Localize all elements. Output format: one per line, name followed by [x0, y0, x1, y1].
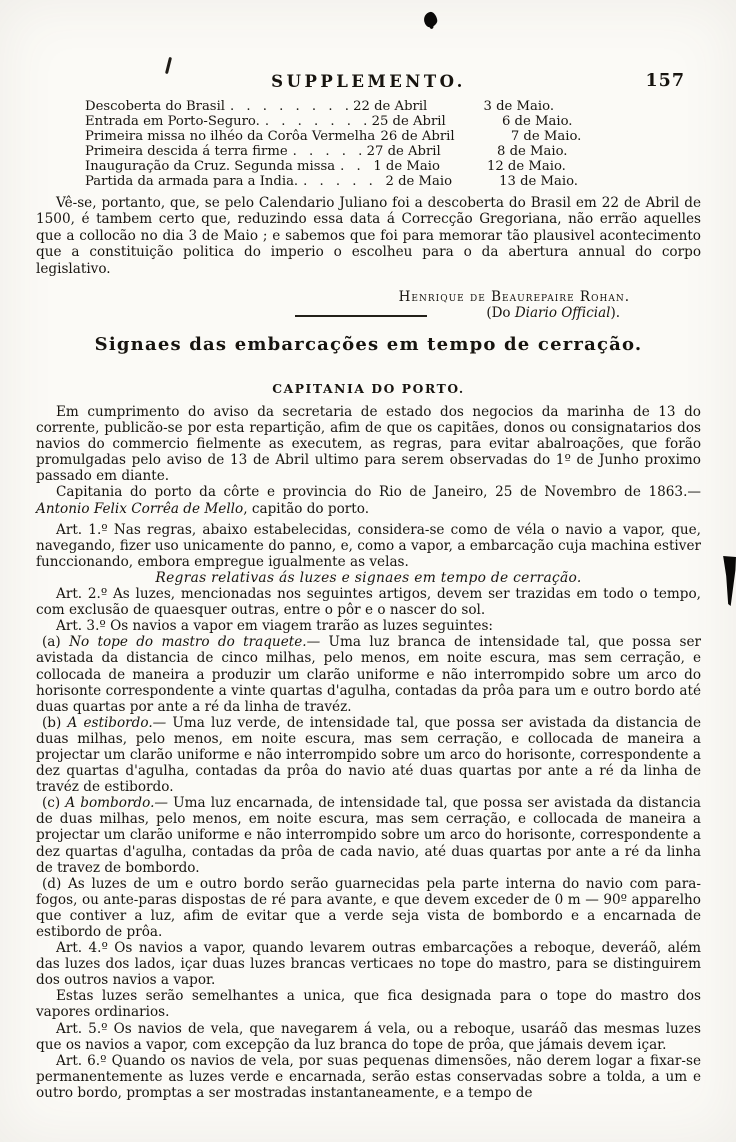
page-title: SUPPLEMENTO.	[271, 72, 466, 91]
dot-leader: . .	[340, 158, 365, 174]
table-row	[36, 175, 701, 190]
gregorian-date: 12 de Maio.	[486, 158, 566, 174]
paragraph-item-a: (a) No tope do mastro do traquete.— Uma luz branca de intensidade tal, que possa ser avistada da distancia de cinco milhas, pelo menos, em noite escura, mas sem cerração, e collocada de maneira a produzir um clarão uniforme e não interrompido sobre um arco do horisonte correspondente a vinte quartas d'agulha, contadas da prôa para um e outro bordo até duas quartas por ante a ré da linha de travéz.	[36, 634, 701, 715]
julian-date: 25 de Abril	[371, 113, 446, 129]
julian-date: 27 de Abril	[366, 143, 441, 159]
dot-leader: . . . . .	[292, 143, 367, 159]
source-attribution: (Do Diario Official).	[486, 305, 620, 321]
paragraph: Art. 6.º Quando os navios de vela, por suas pequenas dimensões, não derem logar a fixar-se permanentemente as luzes verde e encarnada, serão estas conservadas sobre a tolda, a um e outro bordo, promptas a ser mostradas instantaneamente, e a tempo de	[36, 1052, 701, 1101]
julian-date: 26 de Abril	[380, 128, 455, 144]
dot-leader: . . . . . . .	[264, 113, 372, 129]
paragraph-item-c: (c) A bombordo.— Uma luz encarnada, de intensidade tal, que possa ser avistada da distancia de duas milhas, pelo menos, em noite escura, mas sem cerração, e collocada de maneira a projectar um clarão uniforme e não interrompido sobre um arco do horisonte, correspondente a dez quartas d'agulha, contadas da prôa de cada navio, até duas quartas por ante a ré da linha de travez de bombordo.	[36, 795, 702, 876]
event-name: Entrada em Porto-Seguro.	[85, 113, 260, 129]
table-row	[36, 100, 701, 115]
signature-name: Henrique de Beaurepaire Rohan.	[398, 289, 630, 305]
table-row	[36, 130, 701, 145]
table-row	[36, 115, 701, 130]
rules-heading: Regras relativas ás luzes e signaes em tempo de cerração.	[155, 569, 582, 586]
table-row	[36, 145, 701, 160]
page-number: 157	[645, 71, 685, 91]
gregorian-date: 7 de Maio.	[510, 128, 582, 144]
paragraph: Art. 2.º As luzes, mencionadas nos seguintes artigos, devem ser trazidas em todo o tempo, com exclusão de quaesquer outras, entre o pôr e o nascer do sol.	[36, 586, 701, 619]
paragraph: Art. 1.º Nas regras, abaixo estabelecidas, considera-se como de véla o navio a vapor, que, navegando, fizer uso unicamente do panno, e, como a vapor, a embarcação cuja machina estiver funccionando, embora empregue igualmente as velas.	[36, 521, 701, 570]
julian-date: 22 de Abril	[353, 99, 428, 114]
paragraph-item-b: (b) A estibordo.— Uma luz verde, de intensidade tal, que possa ser avistada da distancia de duas milhas, pelo menos, em noite escura, mas sem cerração, e collocada de maneira a projectar um clarão uniforme e não interrompido sobre um arco do horisonte, correspondente a dez quartas d'agulha, contadas da prôa do navio até duas quartas por ante a ré da linha de travéz de estibordo.	[36, 714, 701, 796]
table-row	[36, 160, 701, 175]
gregorian-date: 8 de Maio.	[496, 143, 568, 159]
signature-block	[36, 289, 630, 322]
event-name: Inauguração da Cruz. Segunda missa	[85, 158, 336, 174]
date-conversion-table	[36, 100, 701, 189]
paragraph: Art. 4.º Os navios a vapor, quando levarem outras embarcações a reboque, deveráõ, além das luzes dos lados, içar duas luzes brancas verticaes no tope do mastro, para se distinguirem dos outros navios a vapor.	[36, 940, 701, 989]
article-title: Signaes das embarcações em tempo de cerração.	[94, 334, 643, 355]
ink-streak-icon	[722, 556, 736, 606]
event-name: Partida da armada para a India.	[85, 173, 299, 189]
masthead	[36, 72, 701, 94]
ink-blot-icon	[423, 11, 439, 28]
event-name: Primeira missa no ilhéo da Corôa Vermelha	[85, 128, 376, 144]
event-name: Primeira descida á terra firme	[85, 143, 288, 159]
paragraph: Art. 3.º Os navios a vapor em viagem trarão as luzes seguintes:	[56, 618, 493, 635]
gregorian-date: 13 de Maio.	[499, 173, 578, 189]
intro-paragraph: Vê-se, portanto, que, se pelo Calendario Juliano foi a descoberta do Brasil em 22 de Abril de 1500, é tambem certo que, reduzindo essa data á Correcção Gregoriana, não errão aquelles que a collocão no dia 3 de Maio ; e sabemos que foi para memorar tão plausivel acontecimento que a constituição politica do imperio o escolheu para o da abertura annual do corpo legislativo.	[36, 195, 701, 277]
paragraph: Capitania do porto da côrte e provincia do Rio de Janeiro, 25 de Novembro de 1863.— Antonio Felix Corrêa de Mello, capitão do porto.	[36, 484, 701, 517]
dot-leader: . . . . .	[303, 173, 377, 189]
paragraph: Em cumprimento do aviso da secretaria de estado dos negocios da marinha de 13 do corrente, publicão-se por esta repartição, afim de que os capitães, donos ou consignatarios dos navios do commercio fielmente as executem, as regras, para evitar abalroações, que forão promulgadas pelo aviso de 13 de Abril ultimo para serem observadas do 1º de Junho proximo passado em diante.	[36, 404, 701, 485]
paragraph: Art. 5.º Os navios de vela, que navegarem á vela, ou a reboque, usaráõ das mesmas luzes que os navios a vapor, com excepção da luz branca do tope de prôa, que jámais devem içar.	[36, 1020, 701, 1053]
julian-date: 1 de Maio	[373, 158, 440, 174]
event-name: Descoberta do Brasil	[85, 99, 226, 114]
article-subtitle: CAPITANIA DO PORTO.	[272, 381, 465, 396]
gregorian-date: 3 de Maio.	[483, 99, 555, 114]
dot-leader: . . . . . . . .	[230, 99, 353, 114]
paragraph: Estas luzes serão semelhantes a unica, que fica designada para o tope do mastro dos vapores ordinarios.	[36, 988, 701, 1021]
article-body	[36, 404, 701, 1101]
paragraph-item-d: (d) As luzes de um e outro bordo serão guarnecidas pela parte interna do navio com para-fogos, ou ante-paras dispostas de ré para avante, e que devem exceder de 0 m — 90º apparelho que contiver a luz, afim de evitar que a verde seja vista de bombordo e a encarnada de estibordo de prôa.	[36, 875, 701, 940]
gregorian-date: 6 de Maio.	[501, 113, 573, 129]
section-divider-rule	[295, 315, 427, 317]
julian-date: 2 de Maio	[385, 173, 453, 189]
